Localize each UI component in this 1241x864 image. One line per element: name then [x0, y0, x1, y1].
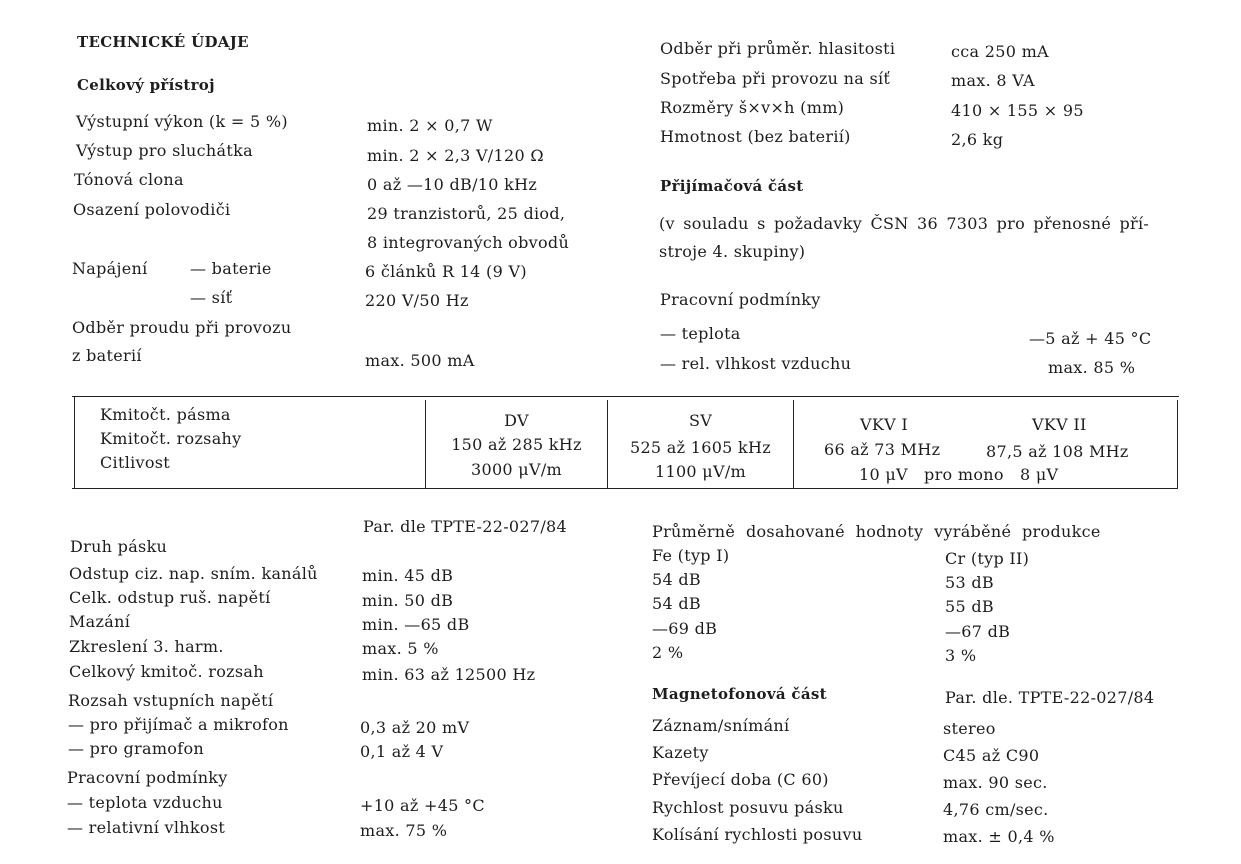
spec-label: Odstup ciz. nap. sním. kanálů: [69, 564, 318, 583]
spec-label: Celkový kmitoč. rozsah: [69, 662, 264, 681]
spec-label: — teplota: [660, 324, 741, 343]
spec-label: — pro gramofon: [68, 739, 204, 758]
table-cell: 525 až 1605 kHz: [629, 438, 772, 457]
spec-value: min. 63 až 12500 Hz: [362, 665, 536, 684]
fe-value: —69 dB: [652, 619, 718, 638]
table-cell: 1100 μV/m: [654, 462, 747, 481]
table-cell: 87,5 až 108 MHz: [986, 442, 1129, 461]
spec-label: Odběr proudu při provozu: [72, 318, 292, 337]
table-cell: 3000 μV/m: [470, 460, 563, 479]
table-row-label: Kmitočt. pásma: [100, 405, 231, 424]
spec-value: max. 90 sec.: [943, 773, 1048, 792]
spec-value: stereo: [943, 719, 996, 738]
spec-label: Celk. odstup ruš. napětí: [69, 588, 271, 607]
spec-value: max. 8 VA: [951, 71, 1035, 90]
cr-value: 55 dB: [945, 597, 994, 616]
spec-value: 410 × 155 × 95: [951, 101, 1084, 120]
spec-value: 220 V/50 Hz: [365, 291, 469, 310]
spec-value: 0,3 až 20 mV: [360, 718, 470, 737]
cr-value: 53 dB: [945, 573, 994, 592]
spec-label: Kolísání rychlosti posuvu: [652, 825, 863, 844]
spec-value: max. 500 mA: [365, 351, 475, 370]
spec-label: Výstupní výkon (k = 5 %): [76, 112, 288, 131]
fe-value: 2 %: [652, 643, 684, 662]
cr-value: 3 %: [945, 646, 977, 665]
spec-value: max. 75 %: [360, 821, 448, 840]
table-row-label: Kmitočt. rozsahy: [100, 429, 242, 448]
spec-label: — relativní vlhkost: [67, 818, 226, 837]
section-heading-receiver: Přijímačová část: [660, 177, 804, 195]
table-cell: VKV I: [860, 415, 908, 434]
spec-label: Druh pásku: [70, 537, 168, 556]
column-head-fe: Fe (typ I): [652, 546, 730, 565]
cr-value: —67 dB: [945, 622, 1011, 641]
spec-value: min. 2 × 0,7 W: [367, 116, 493, 135]
table-border-bottom: [72, 488, 1178, 489]
spec-label: Rychlost posuvu pásku: [652, 798, 844, 817]
spec-value: max. 85 %: [1048, 358, 1136, 377]
standard-reference: Par. dle TPTE-22-027/84: [363, 517, 568, 536]
table-cell: 10 μV pro mono 8 μV: [859, 465, 1059, 484]
spec-sublabel: — baterie: [190, 259, 272, 278]
table-divider: [1177, 400, 1178, 488]
spec-value: max. 5 %: [362, 639, 439, 658]
table-cell: 66 až 73 MHz: [824, 440, 941, 459]
spec-label: Záznam/snímání: [652, 716, 790, 735]
section-heading-tape: Magnetofonová část: [652, 685, 827, 703]
spec-value: min. 50 dB: [362, 591, 454, 610]
spec-label: Pracovní podmínky: [67, 768, 228, 787]
standard-reference: Par. dle. TPTE-22-027/84: [945, 688, 1155, 707]
spec-label: Tónová clona: [74, 170, 184, 189]
spec-value: min. 2 × 2,3 V/120 Ω: [367, 146, 544, 165]
spec-value: 0 až —10 dB/10 kHz: [367, 175, 538, 194]
spec-value: C45 až C90: [943, 746, 1040, 765]
spec-label: Odběr při průměr. hlasitosti: [660, 39, 896, 58]
spec-value: +10 až +45 °C: [360, 796, 485, 815]
spec-value: 29 tranzistorů, 25 diod,: [367, 204, 566, 223]
fe-value: 54 dB: [652, 594, 701, 613]
spec-label-continued: z baterií: [72, 346, 142, 365]
spec-value: min. —65 dB: [362, 615, 470, 634]
table-cell: VKV II: [1032, 415, 1087, 434]
spec-label: Rozměry š×v×h (mm): [660, 98, 845, 117]
spec-label: Hmotnost (bez baterií): [660, 127, 851, 146]
spec-value: 0,1 až 4 V: [360, 742, 444, 761]
spec-value: cca 250 mA: [951, 42, 1049, 61]
spec-value: max. ± 0,4 %: [943, 827, 1055, 846]
spec-label: Zkreslení 3. harm.: [69, 637, 224, 656]
spec-label: Napájení: [72, 259, 148, 278]
average-values-heading: Průměrně dosahované hodnoty vyráběné produkce: [652, 522, 1101, 541]
spec-sublabel: — síť: [190, 288, 233, 307]
spec-value: —5 až + 45 °C: [1029, 329, 1152, 348]
spec-label: — teplota vzduchu: [67, 793, 223, 812]
fe-value: 54 dB: [652, 570, 701, 589]
spec-label: — rel. vlhkost vzduchu: [660, 354, 852, 373]
spec-value: 4,76 cm/sec.: [943, 800, 1049, 819]
spec-value: 6 článků R 14 (9 V): [365, 262, 527, 281]
spec-label: — pro přijímač a mikrofon: [68, 715, 289, 734]
spec-label: Mazání: [69, 612, 131, 631]
table-cell: DV: [504, 411, 529, 430]
table-cell: SV: [688, 411, 713, 430]
column-head-cr: Cr (typ II): [945, 549, 1030, 568]
table-row-label: Citlivost: [100, 453, 171, 472]
table-border-top: [72, 396, 1179, 397]
spec-value: min. 45 dB: [362, 566, 454, 585]
spec-value-continued: 8 integrovaných obvodů: [367, 233, 570, 252]
spec-value: 2,6 kg: [951, 130, 1004, 149]
table-cell: 150 až 285 kHz: [451, 435, 582, 454]
section-heading-device: Celkový přístroj: [77, 76, 215, 94]
receiver-note: (v souladu s požadavky ČSN 36 7303 pro přenosné pří-: [659, 214, 1150, 233]
spec-label: Převíjecí doba (C 60): [652, 770, 829, 789]
spec-label: Rozsah vstupních napětí: [68, 691, 274, 710]
page-title: TECHNICKÉ ÚDAJE: [77, 33, 249, 51]
spec-label: Kazety: [652, 743, 709, 762]
table-divider: [793, 400, 794, 488]
spec-label: Osazení polovodiči: [73, 200, 231, 219]
spec-label: Výstup pro sluchátka: [76, 141, 253, 160]
spec-label: Spotřeba při provozu na síť: [660, 69, 891, 88]
table-divider: [74, 396, 75, 488]
conditions-heading: Pracovní podmínky: [660, 290, 821, 309]
receiver-note-continued: stroje 4. skupiny): [659, 242, 806, 261]
